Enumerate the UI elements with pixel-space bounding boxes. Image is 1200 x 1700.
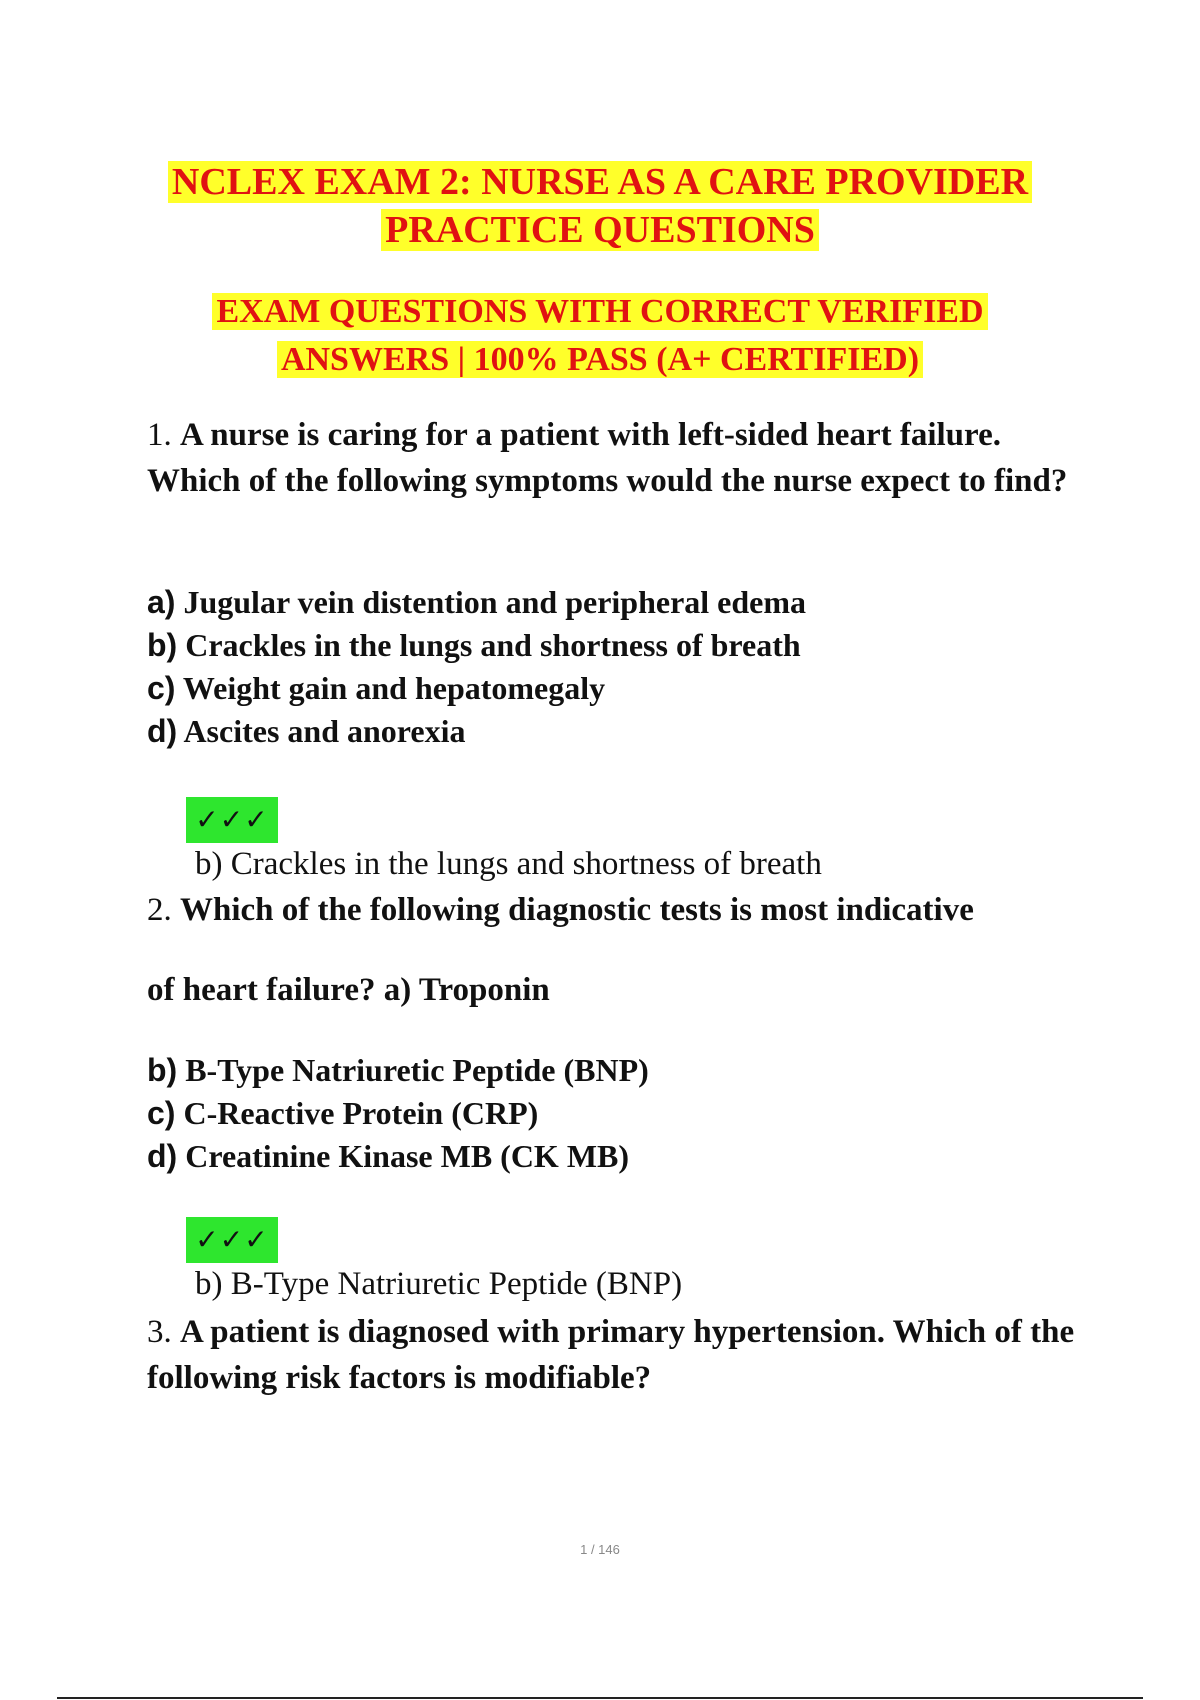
question-2-continued <box>147 967 1077 1013</box>
document-title <box>0 158 1200 254</box>
question-number: 3. <box>147 1314 172 1350</box>
correct-answer: b) Crackles in the lungs and shortness of breath <box>195 846 822 882</box>
title-line-1: NCLEX EXAM 2: NURSE AS A CARE PROVIDER <box>168 161 1032 203</box>
option-c: c) C-Reactive Protein (CRP) <box>147 1095 539 1131</box>
option-b: b) B-Type Natriuretic Peptide (BNP) <box>147 1052 649 1088</box>
option-b: b) Crackles in the lungs and shortness of breath <box>147 627 801 663</box>
question-2 <box>147 887 1077 933</box>
subtitle-line-1: EXAM QUESTIONS WITH CORRECT VERIFIED <box>212 293 987 330</box>
correct-answer: b) B-Type Natriuretic Peptide (BNP) <box>195 1266 683 1302</box>
title-line-2: PRACTICE QUESTIONS <box>381 209 819 251</box>
check-marks-badge: ✓✓✓ <box>186 1217 278 1263</box>
option-d: d) Creatinine Kinase MB (CK MB) <box>147 1138 630 1174</box>
question-1-options <box>147 581 1077 753</box>
question-1 <box>147 412 1077 504</box>
bottom-divider <box>57 1697 1143 1699</box>
option-c: c) Weight gain and hepatomegaly <box>147 670 606 706</box>
option-a: a) Jugular vein distention and peripheral edema <box>147 584 807 620</box>
question-text: of heart failure? a) Troponin <box>147 972 550 1008</box>
page-number: 1 / 146 <box>580 1542 620 1557</box>
option-d: d) Ascites and anorexia <box>147 713 466 749</box>
subtitle-line-2: ANSWERS | 100% PASS (A+ CERTIFIED) <box>277 341 923 378</box>
document-subtitle <box>0 288 1200 384</box>
question-number: 1. <box>147 417 172 453</box>
question-text: A nurse is caring for a patient with left-sided heart failure. Which of the following symptoms would the nurse expect to find? <box>147 417 1068 499</box>
question-text: Which of the following diagnostic tests is most indicative <box>180 892 974 928</box>
question-number: 2. <box>147 892 172 928</box>
check-marks-badge: ✓✓✓ <box>186 797 278 843</box>
question-text: A patient is diagnosed with primary hypertension. Which of the following risk factors is modifiable? <box>147 1314 1075 1396</box>
question-2-options <box>147 1049 1077 1178</box>
question-3 <box>147 1309 1077 1401</box>
